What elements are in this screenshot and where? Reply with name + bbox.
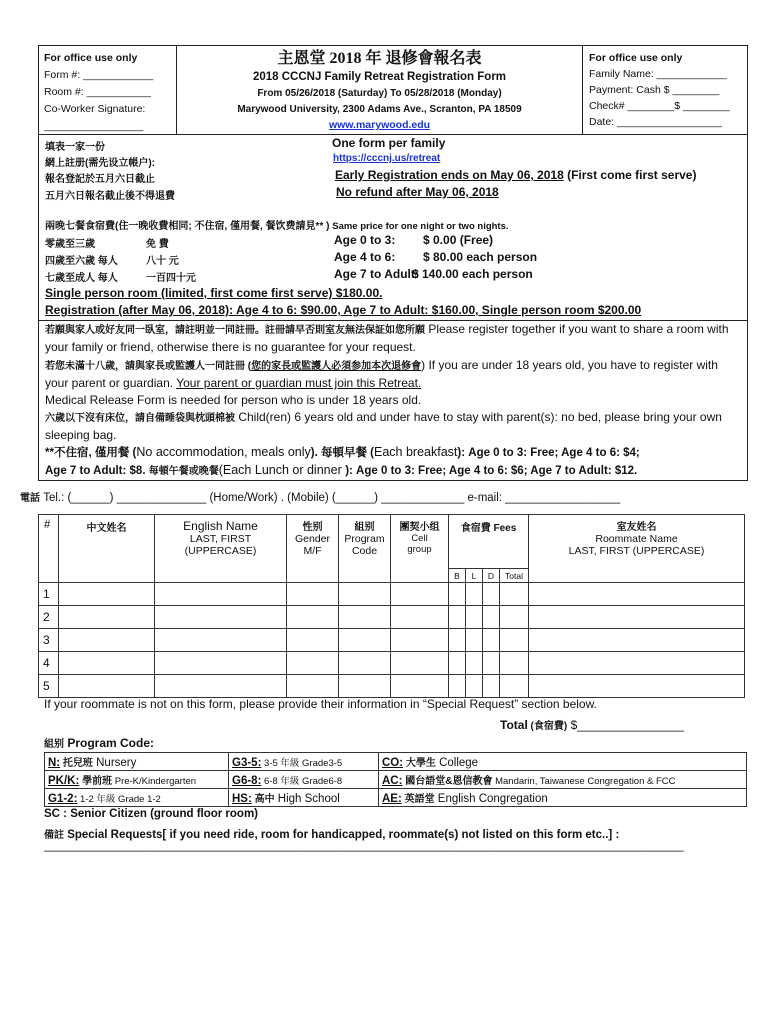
table-row[interactable]: 2	[39, 606, 745, 629]
code-nursery: N: 托兒班 Nursery	[45, 753, 229, 771]
retreat-location: Marywood University, 2300 Adams Ave., Scranton, PA 18509	[237, 104, 522, 115]
fee-row-cn-amt-3: 一百四十元	[146, 273, 196, 284]
col-english-name: English Name LAST, FIRST (UPPERCASE)	[155, 515, 287, 583]
fee-row-cn-amt-1: 免 費	[146, 239, 169, 250]
date-field[interactable]: Date: __________________	[589, 116, 723, 128]
program-code-row	[45, 753, 747, 771]
room-number-field[interactable]: Room #: ___________	[44, 86, 151, 98]
code-grade3-5: G3-5: 3-5 年級 Grade3-5	[229, 753, 379, 771]
website-link[interactable]: www.marywood.edu	[328, 119, 431, 131]
table-row[interactable]: 4	[39, 652, 745, 675]
table-row[interactable]: 3	[39, 629, 745, 652]
code-high-school: HS: 高中 High School	[229, 789, 379, 807]
registrant-table	[38, 514, 745, 698]
form-title-block	[177, 46, 582, 134]
col-cell-group: 團契小组 Cell group	[391, 515, 449, 583]
col-fee-total: Total	[500, 569, 529, 583]
no-refund-en: No refund after May 06, 2018	[336, 185, 499, 199]
title-english: 2018 CCCNJ Family Retreat Registration Form	[252, 71, 507, 83]
early-registration-cn: 報名登記於五月六日截止	[45, 174, 155, 185]
fee-row-cn-amt-2: 八十 元	[146, 256, 179, 267]
program-code-table	[44, 752, 747, 807]
program-code-row	[45, 771, 747, 789]
retreat-dates: From 05/26/2018 (Saturday) To 05/28/2018 (Monday)	[257, 88, 502, 99]
col-fee-dinner: D	[483, 569, 500, 583]
code-grade1-2: G1-2: 1-2 年級 Grade 1-2	[45, 789, 229, 807]
coworker-signature-field[interactable]: _________________	[44, 120, 144, 132]
note-under-18: 若您未滿十八歲，請與家長或監護人一同註冊 (您的家長或監護人必須参加本次退修會) If you are under 18 years old, you have to register with your parent or guardian. Your parent or guardian must join this Retreat.	[45, 358, 718, 390]
fee-row-cn-1: 零歲至三歲	[45, 239, 95, 250]
office-use-right	[582, 46, 748, 134]
late-registration-fee: Registration (after May 06, 2018): Age 4 to 6: $90.00, Age 7 to Adult: $160.00, Single person room $200.00	[45, 303, 642, 317]
fee-row-price-2: $ 80.00 each person	[423, 250, 538, 264]
col-chinese-name: 中文姓名	[59, 515, 155, 583]
code-grade6-8: G6-8: 6-8 年級 Grade6-8	[229, 771, 379, 789]
col-number: #	[39, 515, 59, 583]
form-header	[38, 45, 748, 135]
payment-cash-field[interactable]: Payment: Cash $ ________	[589, 84, 720, 96]
coworker-signature-label: Co-Worker Signature:	[44, 103, 146, 115]
one-form-en: One form per family	[332, 136, 446, 150]
program-code-title: 組别 Program Code:	[44, 736, 155, 750]
early-registration-en: Early Registration ends on May 06, 2018 (First come first serve)	[335, 168, 697, 182]
roommate-note: If your roommate is not on this form, please provide their information in “Special Request” section below.	[44, 697, 597, 711]
col-fee-breakfast: B	[449, 569, 466, 583]
total-line[interactable]: Total (食宿費) $________________	[500, 718, 685, 732]
title-chinese: 主恩堂 2018 年 退修會報名表	[277, 50, 482, 67]
fee-row-age-2: Age 4 to 6:	[334, 250, 396, 264]
special-requests-label: 備註 Special Requests[ if you need ride, room for handicapped, roommate(s) not listed on this form etc..] :	[44, 829, 620, 841]
registration-notes	[38, 321, 748, 481]
registration-info	[38, 135, 748, 321]
table-header-row	[39, 515, 745, 569]
fee-row-age-1: Age 0 to 3:	[334, 233, 396, 247]
fee-note: 兩晚七餐食宿費(住一晚收費相同; 不住宿, 僅用餐, 餐饮费請見** ) Same price for one night or two nights.	[45, 221, 509, 232]
contact-line[interactable]: 電話 Tel.: (______) ______________ (Home/Work) . (Mobile) (______) _____________ e-mail: __________________	[20, 492, 621, 504]
program-code-row	[45, 789, 747, 807]
col-program-code: 組别 Program Code	[339, 515, 391, 583]
table-row[interactable]: 1	[39, 583, 745, 606]
code-english: AE: 英語堂 English Congregation	[379, 789, 747, 807]
fee-row-price-1: $ 0.00 (Free)	[423, 233, 494, 247]
note-no-bed: 六歲以下沒有床位，請自備睡袋與枕頭棉被 Child(ren) 6 years old and under have to stay with parent(s): no bed, please bring your own sleeping bag.	[45, 410, 722, 442]
check-field[interactable]: Check# ________$ ________	[589, 100, 730, 112]
fee-row-price-3: $ 140.00 each person	[412, 267, 533, 281]
office-use-title: For office use only	[44, 52, 138, 64]
note-meals-only-1: **不住宿, 僅用餐 (No accommodation, meals only). 每頓早餐 (Each breakfast): Age 0 to 3: Free; Age 4 to 6: $4;	[45, 445, 640, 459]
office-use-left	[39, 46, 177, 134]
fee-row-cn-2: 四歲至六歲 每人	[45, 256, 118, 267]
note-roommate: 若願與家人或好友同一臥室，請註明並一同註冊。註冊請早否則室友無法保証如您所願 Please register together if you want to share a room with your family or friend, otherwise there is no guarantee for your request.	[45, 322, 729, 354]
online-registration-link[interactable]: https://cccnj.us/retreat	[333, 153, 441, 164]
single-room-fee: Single person room (limited, first come first serve) $180.00.	[45, 286, 383, 300]
col-fees: 食宿費 Fees	[449, 515, 529, 569]
fee-row-cn-3: 七歲至成人 每人	[45, 273, 118, 284]
online-registration-label: 網上註册(需先设立帳户):	[45, 158, 155, 169]
fee-row-age-3: Age 7 to Adult:	[334, 267, 419, 281]
special-requests-field[interactable]: ____________________________________________________________________________________________________	[44, 840, 684, 852]
col-roommate: 室友姓名 Roommate Name LAST, FIRST (UPPERCASE)	[529, 515, 745, 583]
col-fee-lunch: L	[466, 569, 483, 583]
form-number-field[interactable]: Form #: ____________	[44, 69, 154, 81]
note-meals-only-2: Age 7 to Adult: $8. 每頓午餐或晚餐(Each Lunch or dinner ): Age 0 to 3: Free; Age 4 to 6: $6; Age 7 to Adult: $12.	[45, 463, 638, 477]
family-name-field[interactable]: Family Name: ____________	[589, 68, 727, 80]
code-prek: PK/K: 學前班 Pre-K/Kindergarten	[45, 771, 229, 789]
table-row[interactable]: 5	[39, 675, 745, 698]
code-college: CO: 大學生 College	[379, 753, 747, 771]
one-form-cn: 填表一家一份	[45, 142, 105, 153]
no-refund-cn: 五月六日報名截止後不得退費	[45, 191, 175, 202]
code-ac: AC: 國台語堂&恩信教會 Mandarin, Taiwanese Congregation & FCC	[379, 771, 747, 789]
senior-citizen-code: SC : Senior Citizen (ground floor room)	[44, 808, 259, 820]
office-use-title-right: For office use only	[589, 52, 683, 64]
col-gender: 性别 Gender M/F	[287, 515, 339, 583]
note-medical-form: Medical Release Form is needed for person who is under 18 years old.	[45, 393, 422, 407]
